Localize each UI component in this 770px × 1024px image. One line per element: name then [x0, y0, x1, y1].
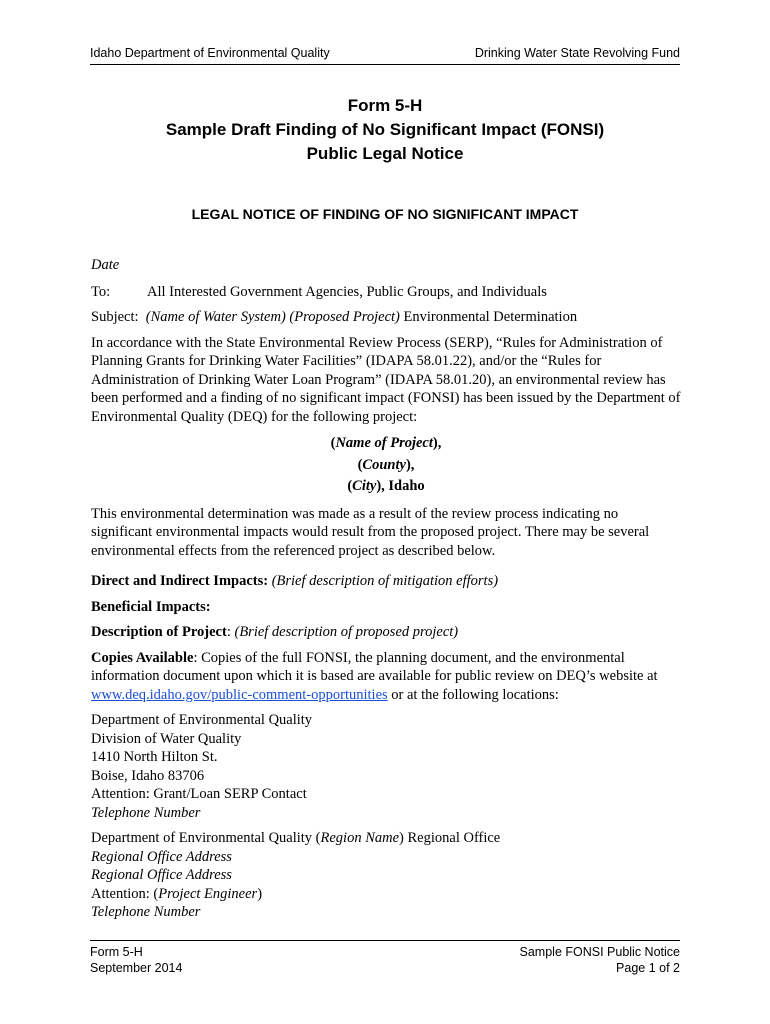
copies-label: Copies Available	[91, 649, 194, 666]
description-label: Description of Project	[91, 624, 227, 640]
address-regional: Department of Environmental Quality (Region Name) Regional Office Regional Office Address Regional Office Address Attention: (Project Engineer) Telephone Number	[91, 830, 501, 920]
project-city: (City), Idaho	[347, 478, 425, 494]
project-block	[91, 433, 681, 498]
form-title	[0, 94, 770, 166]
direct-impacts	[91, 572, 681, 591]
subject-water-system: (Name of Water System)	[145, 309, 286, 325]
description-value: (Brief description of proposed project)	[234, 624, 459, 640]
notice-body	[91, 256, 681, 922]
project-description: Description of Project: (Brief description of proposed project)	[91, 624, 459, 640]
to-value: All Interested Government Agencies, Public Groups, and Individuals	[147, 283, 547, 300]
intro-paragraph: In accordance with the State Environmental Review Process (SERP), “Rules for Administration of Planning Grants for Drinking Water Facilities” (IDAPA 58.01.22), and/or the “Rules for Administration of Drinking Water Loan Program” (IDAPA 58.01.20), an environmental review has been performed and a finding of no significant impact (FONSI) has been issued by the Department of Environmental Quality (DEQ) for the following project:	[91, 334, 681, 425]
form-subtitle: Public Legal Notice	[306, 144, 464, 163]
subject-line	[91, 308, 681, 327]
date-label: Date	[91, 257, 120, 273]
page-header	[90, 46, 680, 65]
to-label: To:	[91, 283, 111, 300]
header-agency: Idaho Department of Environmental Quality	[90, 46, 330, 60]
subject-rest: Environmental Determination	[403, 309, 578, 325]
page-number: Page 1 of 2	[616, 960, 680, 975]
copies-available: Copies Available: Copies of the full FONSI, the planning document, and the environmental information document upon which it is based are available for public review on DEQ’s website at www.deq.idaho.gov/public-comment-opportunities or at the following locations:	[91, 649, 658, 703]
project-name: (Name of Project),	[330, 435, 442, 451]
direct-impacts-value: (Brief description of mitigation efforts)	[271, 573, 499, 589]
address-boise: Department of Environmental Quality Division of Water Quality 1410 North Hilton St. Boise, Idaho 83706 Attention: Grant/Loan SERP Contact Telephone Number	[91, 712, 313, 821]
header-program: Drinking Water State Revolving Fund	[474, 46, 680, 60]
footer-right: Sample FONSI Public Notice Page 1 of 2	[519, 945, 680, 975]
determination-paragraph: This environmental determination was made as a result of the review process indicating no significant environmental impacts would result from the proposed project. There may be several environmental effects from the referenced project as described below.	[91, 505, 650, 559]
subject-label: Subject:	[91, 309, 139, 325]
form-name: Sample Draft Finding of No Significant Impact (FONSI)	[165, 120, 605, 139]
deq-website-link[interactable]: www.deq.idaho.gov/public-comment-opportunities	[91, 686, 388, 703]
subject-project: (Proposed Project)	[289, 309, 400, 325]
beneficial-impacts-label: Beneficial Impacts:	[91, 598, 211, 615]
form-number: Form 5-H	[347, 96, 423, 115]
direct-impacts-label: Direct and Indirect Impacts:	[91, 573, 269, 589]
project-county: (County),	[357, 456, 415, 473]
footer-left: Form 5-H September 2014	[90, 945, 183, 975]
legal-notice-heading: LEGAL NOTICE OF FINDING OF NO SIGNIFICANT IMPACT	[191, 206, 579, 222]
to-line	[91, 283, 681, 302]
page-footer	[90, 940, 680, 975]
beneficial-impacts	[91, 598, 681, 617]
